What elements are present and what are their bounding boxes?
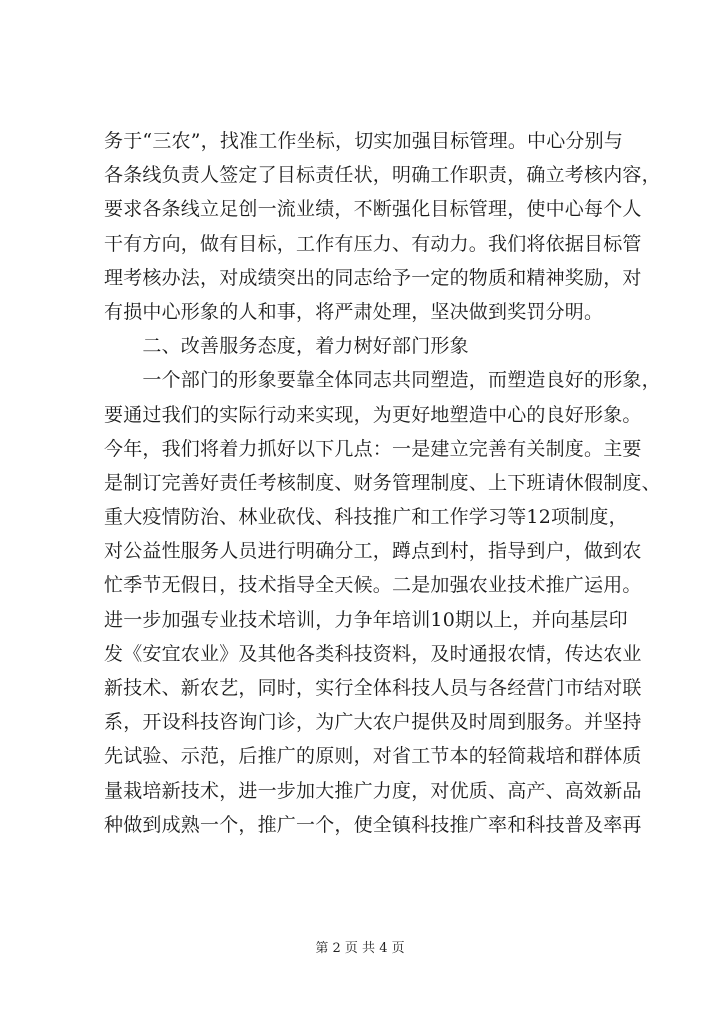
text-line: 务于“三农”，找准工作坐标，切实加强目标管理。中心分别与 — [104, 130, 624, 152]
text-line: 今年，我们将着力抓好以下几点：一是建立完善有关制度。主要 — [104, 437, 642, 460]
text-line: 是制订完善好责任考核制度、财务管理制度、上下班请休假制度、 — [104, 471, 661, 494]
document-body — [104, 124, 664, 842]
text-line: 先试验、示范，后推广的原则，对省工节本的轻简栽培和群体质 — [104, 745, 642, 768]
text-line: 系，开设科技咨询门诊，为广大农户提供及时周到服务。并坚持 — [104, 711, 642, 734]
text-line: 发《安宜农业》及其他各类科技资料，及时通报农情，传达农业 — [104, 642, 642, 665]
text-line: 各条线负责人签定了目标责任状，明确工作职责，确立考核内容， — [104, 164, 661, 187]
text-line: 量栽培新技术，进一步加大推广力度，对优质、高产、高效新品 — [104, 779, 642, 802]
text-line: 理考核办法，对成绩突出的同志给予一定的物质和精神奖励，对 — [104, 266, 642, 289]
text-line: 种做到成熟一个，推广一个，使全镇科技推广率和科技普及率再 — [104, 813, 642, 836]
text-line: 进一步加强专业技术培训，力争年培训10期以上，并向基层印 — [104, 608, 628, 631]
text-line: 要求各条线立足创一流业绩，不断强化目标管理，使中心每个人 — [104, 198, 642, 221]
text-line: 干有方向，做有目标，工作有压力、有动力。我们将依据目标管 — [104, 232, 642, 255]
section-heading: 二、改善服务态度，着力树好部门形象 — [104, 335, 469, 358]
text-line: 重大疫情防治、林业砍伐、科技推广和工作学习等12项制度， — [104, 506, 628, 529]
text-line: 新技术、新农艺，同时，实行全体科技人员与各经营门市结对联 — [104, 677, 642, 699]
text-line: 对公益性服务人员进行明确分工，蹲点到村，指导到户，做到农 — [104, 540, 642, 563]
text-line: 忙季节无假日，技术指导全天候。二是加强农业技术推广运用。 — [104, 574, 642, 597]
text-line: 要通过我们的实际行动来实现，为更好地塑造中心的良好形象。 — [104, 403, 642, 426]
text-line: 有损中心形象的人和事，将严肃处理，坚决做到奖罚分明。 — [104, 300, 604, 323]
text-line: 一个部门的形象要靠全体同志共同塑造，而塑造良好的形象， — [104, 369, 661, 392]
page-number-footer: 第 2 页 共 4 页 — [315, 941, 405, 956]
